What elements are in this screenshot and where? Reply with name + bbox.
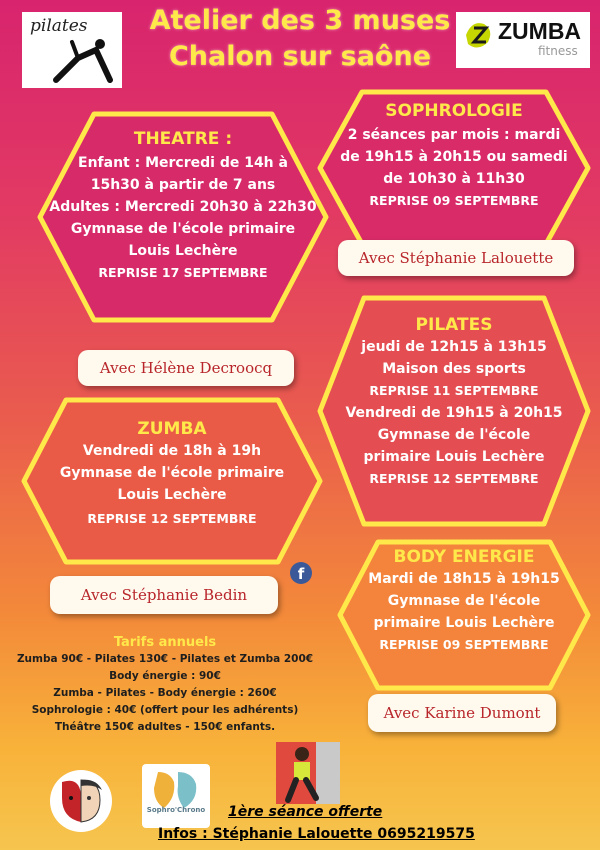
sophrologie-line: de 10h30 à 11h30 (383, 171, 525, 187)
pilates-logo (22, 12, 122, 88)
theatre-box (38, 112, 328, 322)
theatre-mask-logo (50, 770, 112, 832)
tarif-line: Sophrologie : 40€ (offert pour les adhérents) (31, 704, 299, 716)
zumba-logo-sub: fitness (538, 44, 578, 58)
body-energie-heading: BODY ENERGIE (393, 547, 535, 567)
pilates-line: Vendredi de 19h15 à 20h15 (345, 405, 563, 421)
zumba-box (22, 398, 322, 564)
theatre-mask-icon (56, 776, 106, 826)
body-energie-box (338, 540, 590, 690)
body-energie-teacher: Avec Karine Dumont (368, 694, 556, 732)
offer-text: 1ère séance offerte (228, 804, 383, 820)
instructor-figure-icon (276, 742, 340, 804)
pilates-figure-icon (52, 36, 114, 84)
instructor-photo (276, 742, 340, 804)
zumba-logo-icon (462, 18, 496, 52)
pilates-line: Maison des sports (382, 361, 526, 377)
zumba-line: Gymnase de l'école primaire (59, 465, 285, 481)
facebook-icon[interactable]: f (290, 562, 312, 584)
sophro-chrono-logo (142, 764, 210, 828)
tarif-line: Zumba 90€ - Pilates 130€ - Pilates et Zumba 200€ (16, 653, 314, 665)
poster-title-line2: Chalon sur saône (168, 41, 432, 72)
zumba-line: Vendredi de 18h à 19h (82, 443, 262, 459)
theatre-teacher: Avec Hélène Decroocq (78, 350, 294, 386)
theatre-heading: THEATRE : (133, 129, 233, 149)
sophro-chrono-text: Sophro'Chrono (146, 806, 206, 814)
pilates-line: Gymnase de l'école (377, 427, 531, 443)
body-energie-line: Gymnase de l'école (387, 593, 541, 609)
body-energie-reprise: REPRISE 09 SEPTEMBRE (379, 637, 549, 652)
sophrologie-box (318, 90, 590, 246)
pilates-heading: PILATES (415, 315, 493, 335)
tarifs-heading: Tarifs annuels (113, 635, 217, 650)
pilates-reprise: REPRISE 12 SEPTEMBRE (369, 471, 539, 486)
tarif-line: Théâtre 150€ adultes - 150€ enfants. (54, 721, 276, 733)
tarif-line: Zumba - Pilates - Body énergie : 260€ (53, 687, 277, 699)
theatre-line: Enfant : Mercredi de 14h à (78, 155, 288, 171)
zumba-reprise: REPRISE 12 SEPTEMBRE (87, 511, 257, 526)
sophrologie-reprise: REPRISE 09 SEPTEMBRE (369, 193, 539, 208)
pilates-reprise: REPRISE 11 SEPTEMBRE (369, 383, 539, 398)
zumba-logo (456, 12, 590, 68)
pilates-box (318, 296, 590, 526)
poster-title-line1: Atelier des 3 muses (149, 5, 451, 36)
pilates-line: primaire Louis Lechère (363, 449, 545, 465)
theatre-line: Louis Lechère (128, 243, 238, 259)
theatre-reprise: REPRISE 17 SEPTEMBRE (98, 265, 268, 280)
info-contact: Infos : Stéphanie Lalouette 0695219575 (158, 826, 475, 842)
body-energie-line: primaire Louis Lechère (373, 615, 555, 631)
zumba-line: Louis Lechère (117, 487, 227, 503)
tarif-line: Body énergie : 90€ (109, 670, 221, 682)
body-energie-line: Mardi de 18h15 à 19h15 (368, 571, 560, 587)
pilates-line: jeudi de 12h15 à 13h15 (361, 339, 547, 355)
tarifs-block (0, 634, 330, 736)
theatre-line: 15h30 à partir de 7 ans (90, 177, 276, 193)
zumba-teacher: Avec Stéphanie Bedin (50, 576, 278, 614)
theatre-line: Gymnase de l'école primaire (70, 221, 296, 237)
sophrologie-heading: SOPHROLOGIE (385, 101, 523, 121)
theatre-line: Adultes : Mercredi 20h30 à 22h30 (49, 199, 317, 215)
pilates-logo-text: pilates (30, 16, 88, 36)
sophrologie-line: de 19h15 à 20h15 ou samedi (340, 149, 568, 165)
zumba-logo-text: ZUMBA (498, 18, 582, 44)
sophrologie-teacher: Avec Stéphanie Lalouette (338, 240, 574, 276)
sophrologie-line: 2 séances par mois : mardi (347, 127, 561, 143)
zumba-heading: ZUMBA (137, 419, 207, 439)
